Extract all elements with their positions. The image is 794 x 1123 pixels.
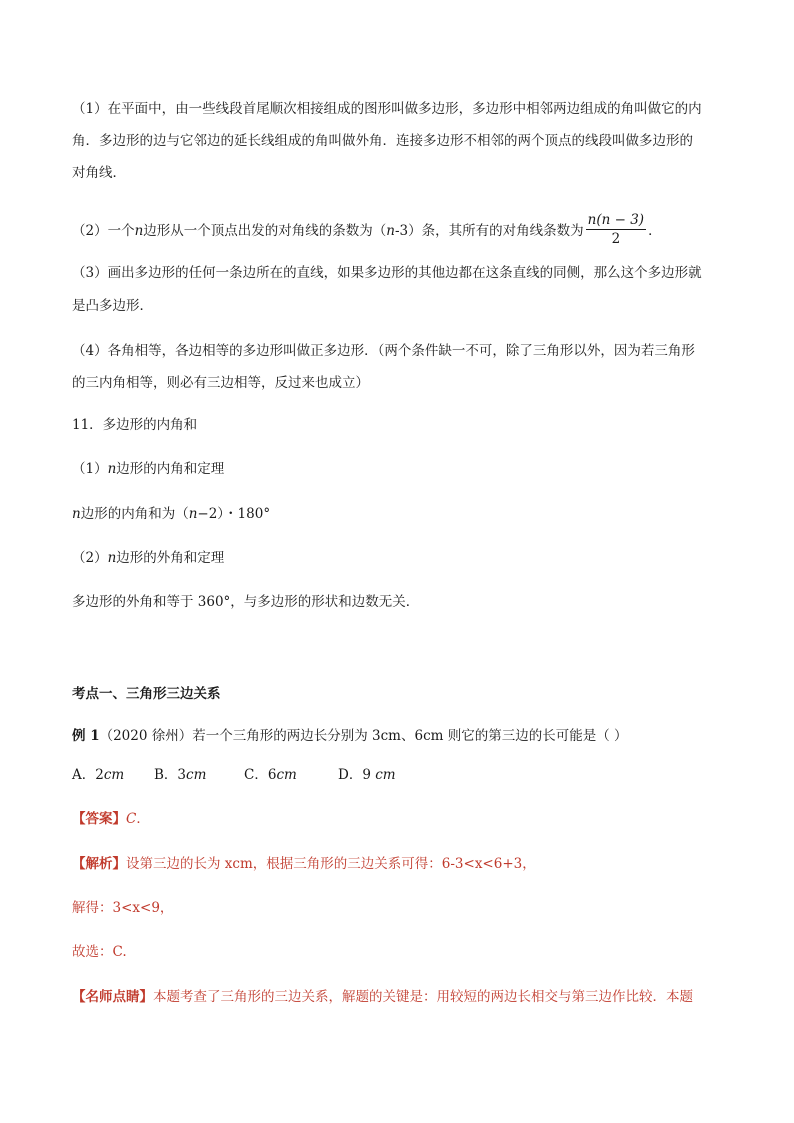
answer-label: 【答案】 [72,811,126,827]
option-unit: cm [186,767,207,783]
formula-text-1: 边形的内角和为（ [80,506,189,522]
var-n: n [134,223,144,239]
option-c [244,765,338,785]
diagonal-count-fraction [586,211,646,248]
answer-value: C [126,811,137,827]
sub-2-number: （2） [72,550,108,566]
option-b [154,765,244,785]
comment-label: 【名师点睛】 [72,989,153,1005]
var-n: n [72,506,81,522]
option-unit: cm [103,767,125,783]
analysis-label: 【解析】 [72,856,126,872]
var-n: n [386,223,395,239]
option-unit: cm [276,767,297,783]
analysis-text: 设第三边的长为 xcm，根据三角形的三边关系可得：6-3<x<6+3， [126,856,536,872]
para-2-pre: （2）一个 [72,223,135,239]
option-a [72,765,154,785]
para-2 [72,213,734,250]
sub-1-text: 边形的内角和定理 [116,461,225,477]
choose-line: 故选：C. [72,944,127,960]
sub-2-text: 边形的外角和定理 [116,550,225,566]
sub-1-number: （1） [72,461,108,477]
option-value: 2 [95,767,104,783]
example-text: （2020 徐州）若一个三角形的两边长分别为 3cm、6cm 则它的第三边的长可能是（ ） [99,728,628,744]
option-value: 3 [177,767,187,783]
para-2-mid: 边形从一个顶点出发的对角线的条数为（ [143,223,387,239]
var-n: n [107,550,117,566]
option-value: 6 [267,767,277,783]
answer-line [72,809,734,829]
solve-line: 解得：3<x<9， [72,900,174,916]
para-1-line-1: （1）在平面中，由一些线段首尾顺次相接组成的图形叫做多边形，多边形中相邻两边组成的角叫做它的内 [72,101,702,117]
options-row [72,765,734,785]
analysis-line [72,854,734,874]
option-value: 9 [362,767,376,783]
para-3-line-2: 是凸多边形． [72,298,153,314]
interior-angle-formula [72,504,734,524]
option-unit: cm [375,767,396,783]
para-2-end: ． [648,223,662,239]
exterior-angle-sum: 多边形的外角和等于 360°，与多边形的形状和边数无关． [72,594,420,610]
kaodian-title: 考点一、三角形三边关系 [72,686,221,702]
answer-end: ． [136,811,150,827]
para-1-line-3: 对角线． [72,165,126,181]
formula-text-2: −2）・180° [197,506,271,522]
option-letter: C． [244,767,268,783]
para-1-line-2: 角．多边形的边与它邻边的延长线组成的角叫做外角．连接多边形不相邻的两个顶点的线段叫做多边形的 [72,133,693,149]
option-letter: D． [338,767,363,783]
para-4-line-2: 的三内角相等，则必有三边相等，反过来也成立） [72,375,369,391]
var-n: n [107,461,117,477]
section-11-sub-2 [72,548,734,568]
fraction-numerator: n(n − 3) [587,212,645,228]
fraction-denominator: 2 [611,231,621,247]
comment-text: 本题考查了三角形的三边关系，解题的关键是：用较短的两边长相交与第三边作比较．本题 [153,989,693,1005]
section-11-sub-1 [72,459,734,479]
example-label: 例 1 [72,728,100,744]
para-4-line-1: （4）各角相等，各边相等的多边形叫做正多边形．（两个条件缺一不可，除了三角形以外，因为若三角形 [72,343,695,359]
section-11-title: 11．多边形的内角和 [72,417,198,433]
option-letter: A． [72,767,96,783]
example-1 [72,726,734,746]
para-2-mid2: -3）条，其所有的对角线条数为 [395,223,584,239]
para-3-line-1: （3）画出多边形的任何一条边所在的直线，如果多边形的其他边都在这条直线的同侧，那么这个多边形就 [72,265,702,281]
option-letter: B． [154,767,178,783]
var-n: n [188,506,198,522]
option-d [338,765,396,785]
comment-line [72,987,734,1007]
